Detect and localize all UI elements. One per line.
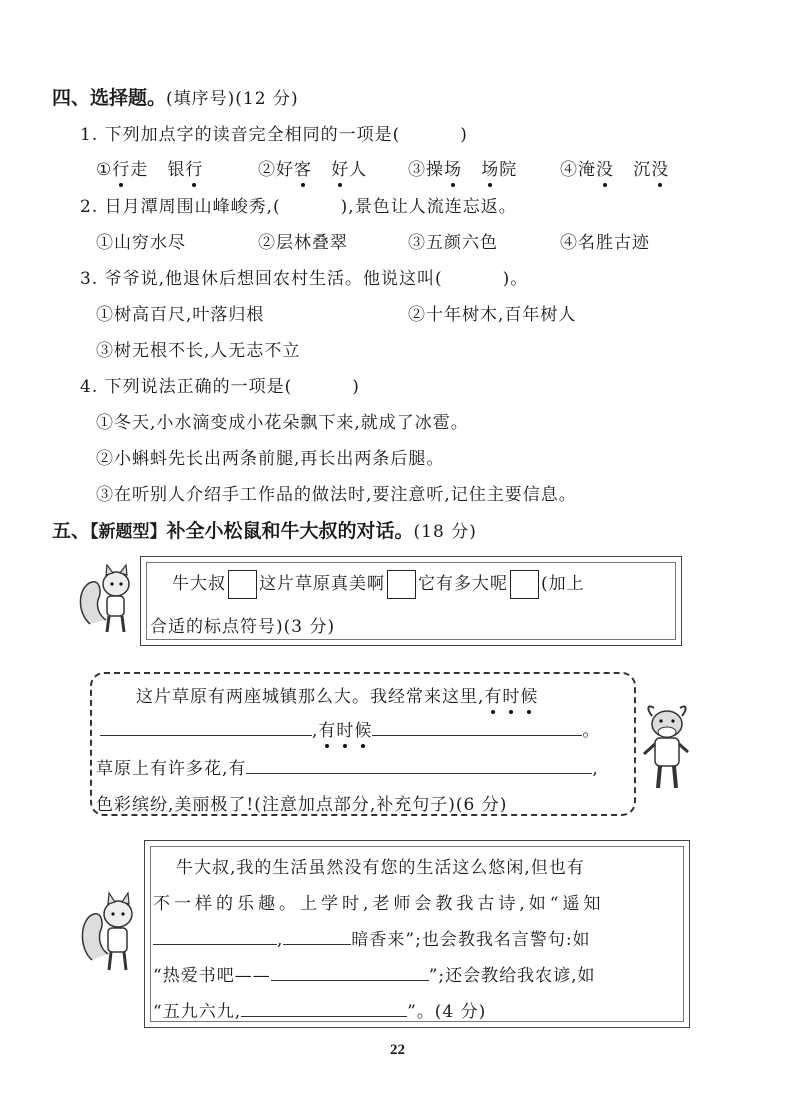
section-5-score: (18 分) <box>413 522 477 542</box>
punctuation-box-1[interactable] <box>228 570 257 599</box>
box1-text-2: 这片草原真美啊 <box>259 574 385 594</box>
blank-box2-2[interactable] <box>372 719 582 736</box>
q4-option-2: ②小蝌蚪先长出两条前腿,再长出两条后腿。 <box>96 449 445 469</box>
q1-option-1: ①行走 银行 <box>96 160 203 180</box>
box1-line2: 合适的标点符号)(3 分) <box>150 617 336 637</box>
box3-line1: 牛大叔,我的生活虽然没有您的生活这么悠闲,但也有 <box>176 858 585 878</box>
section-4-note: (填序号)(12 分) <box>166 89 299 109</box>
blank-box3-3[interactable] <box>271 964 429 981</box>
question-2 <box>80 192 517 217</box>
blank-box3-1[interactable] <box>153 928 277 945</box>
box3-line5-end: ”。(4 分) <box>407 1002 487 1022</box>
section-5-prefix: 五、 <box>52 520 91 542</box>
q1-option-3: ③操场 场院 <box>408 155 517 180</box>
box2-line3-comma: , <box>592 759 599 779</box>
box1-line1 <box>172 569 585 599</box>
box2-line3-text: 草原上有许多花,有 <box>96 759 247 779</box>
punctuation-box-3[interactable] <box>510 570 539 599</box>
question-1 <box>80 120 468 145</box>
box3-line4-text: “热爱书吧—— <box>153 966 271 986</box>
box3-line5-text: “五九六九, <box>153 1002 242 1022</box>
q3-option-2: ②十年树木,百年树人 <box>408 305 577 325</box>
section-4-title: 四、选择题。 <box>52 87 167 109</box>
box1-text-3: 它有多大呢 <box>418 574 508 594</box>
box1-text-4: (加上 <box>541 574 585 594</box>
q1-end: ) <box>460 125 468 145</box>
question-3 <box>80 264 528 289</box>
q3-end: )。 <box>502 269 529 289</box>
blank-box3-4[interactable] <box>241 1000 407 1017</box>
q3-stem: 3. 爷爷说,他退休后想回农村生活。他说这叫( <box>80 269 443 289</box>
question-4 <box>80 372 360 397</box>
q1-options <box>96 155 203 180</box>
page-number: 22 <box>390 1042 405 1058</box>
section-5-title: 补全小松鼠和牛大叔的对话。 <box>166 520 414 542</box>
q4-stem: 4. 下列说法正确的一项是( <box>80 377 293 397</box>
box2-line2: ,有时候 。 <box>100 716 600 741</box>
box2-line3 <box>96 754 599 779</box>
q2-option-3: ③五颜六色 <box>408 233 498 253</box>
section-4-heading <box>52 83 299 110</box>
box3-line4-end: ”;还会教给我农谚,如 <box>428 966 596 986</box>
box3-line4 <box>153 961 596 986</box>
squirrel-icon <box>76 562 140 636</box>
box2-end: 。 <box>582 721 601 741</box>
q2-option-4: ④名胜古迹 <box>560 233 650 253</box>
q4-option-1: ①冬天,小水滴变成小花朵飘下来,就成了冰雹。 <box>96 413 469 433</box>
q4-option-3: ③在听别人介绍手工作品的做法时,要注意听,记住主要信息。 <box>96 485 577 505</box>
box3-line2: 不一样的乐趣。上学时,老师会教我古诗,如“遥知 <box>153 894 605 914</box>
punctuation-box-2[interactable] <box>387 570 416 599</box>
section-5-heading <box>52 516 477 543</box>
q3-option-3: ③树无根不长,人无志不立 <box>96 341 301 361</box>
new-type-tag: 【新题型】 <box>90 522 167 542</box>
bull-icon <box>638 702 696 792</box>
q2-end: ),景色让人流连忘返。 <box>340 197 517 217</box>
box1-text-1: 牛大叔 <box>172 574 226 594</box>
q1-option-4: ④淹没 沉没 <box>560 155 669 180</box>
q4-end: ) <box>352 377 360 397</box>
q1-stem: 1. 下列加点字的读音完全相同的一项是( <box>80 125 401 145</box>
box2-line4: 色彩缤纷,美丽极了!(注意加点部分,补充句子)(6 分) <box>96 795 508 815</box>
q2-option-2: ②层林叠翠 <box>258 233 348 253</box>
box3-line3 <box>153 925 591 950</box>
blank-box3-2[interactable] <box>283 928 351 945</box>
q1-option-2: ②好客 好人 <box>258 155 367 180</box>
q3-option-1: ①树高百尺,叶落归根 <box>96 305 265 325</box>
box2-line1: 这片草原有两座城镇那么大。我经常来这里,有时候 <box>136 682 538 707</box>
q2-stem: 2. 日月潭周围山峰峻秀,( <box>80 197 281 217</box>
box3-line5 <box>153 997 486 1022</box>
blank-box2-3[interactable] <box>246 757 592 774</box>
box3-line3-text: 暗香来”;也会教我名言警句:如 <box>351 930 591 950</box>
squirrel-icon <box>78 888 142 974</box>
q2-option-1: ①山穷水尽 <box>96 233 186 253</box>
blank-box2-1[interactable] <box>100 719 312 736</box>
box3-comma: , <box>277 930 284 950</box>
